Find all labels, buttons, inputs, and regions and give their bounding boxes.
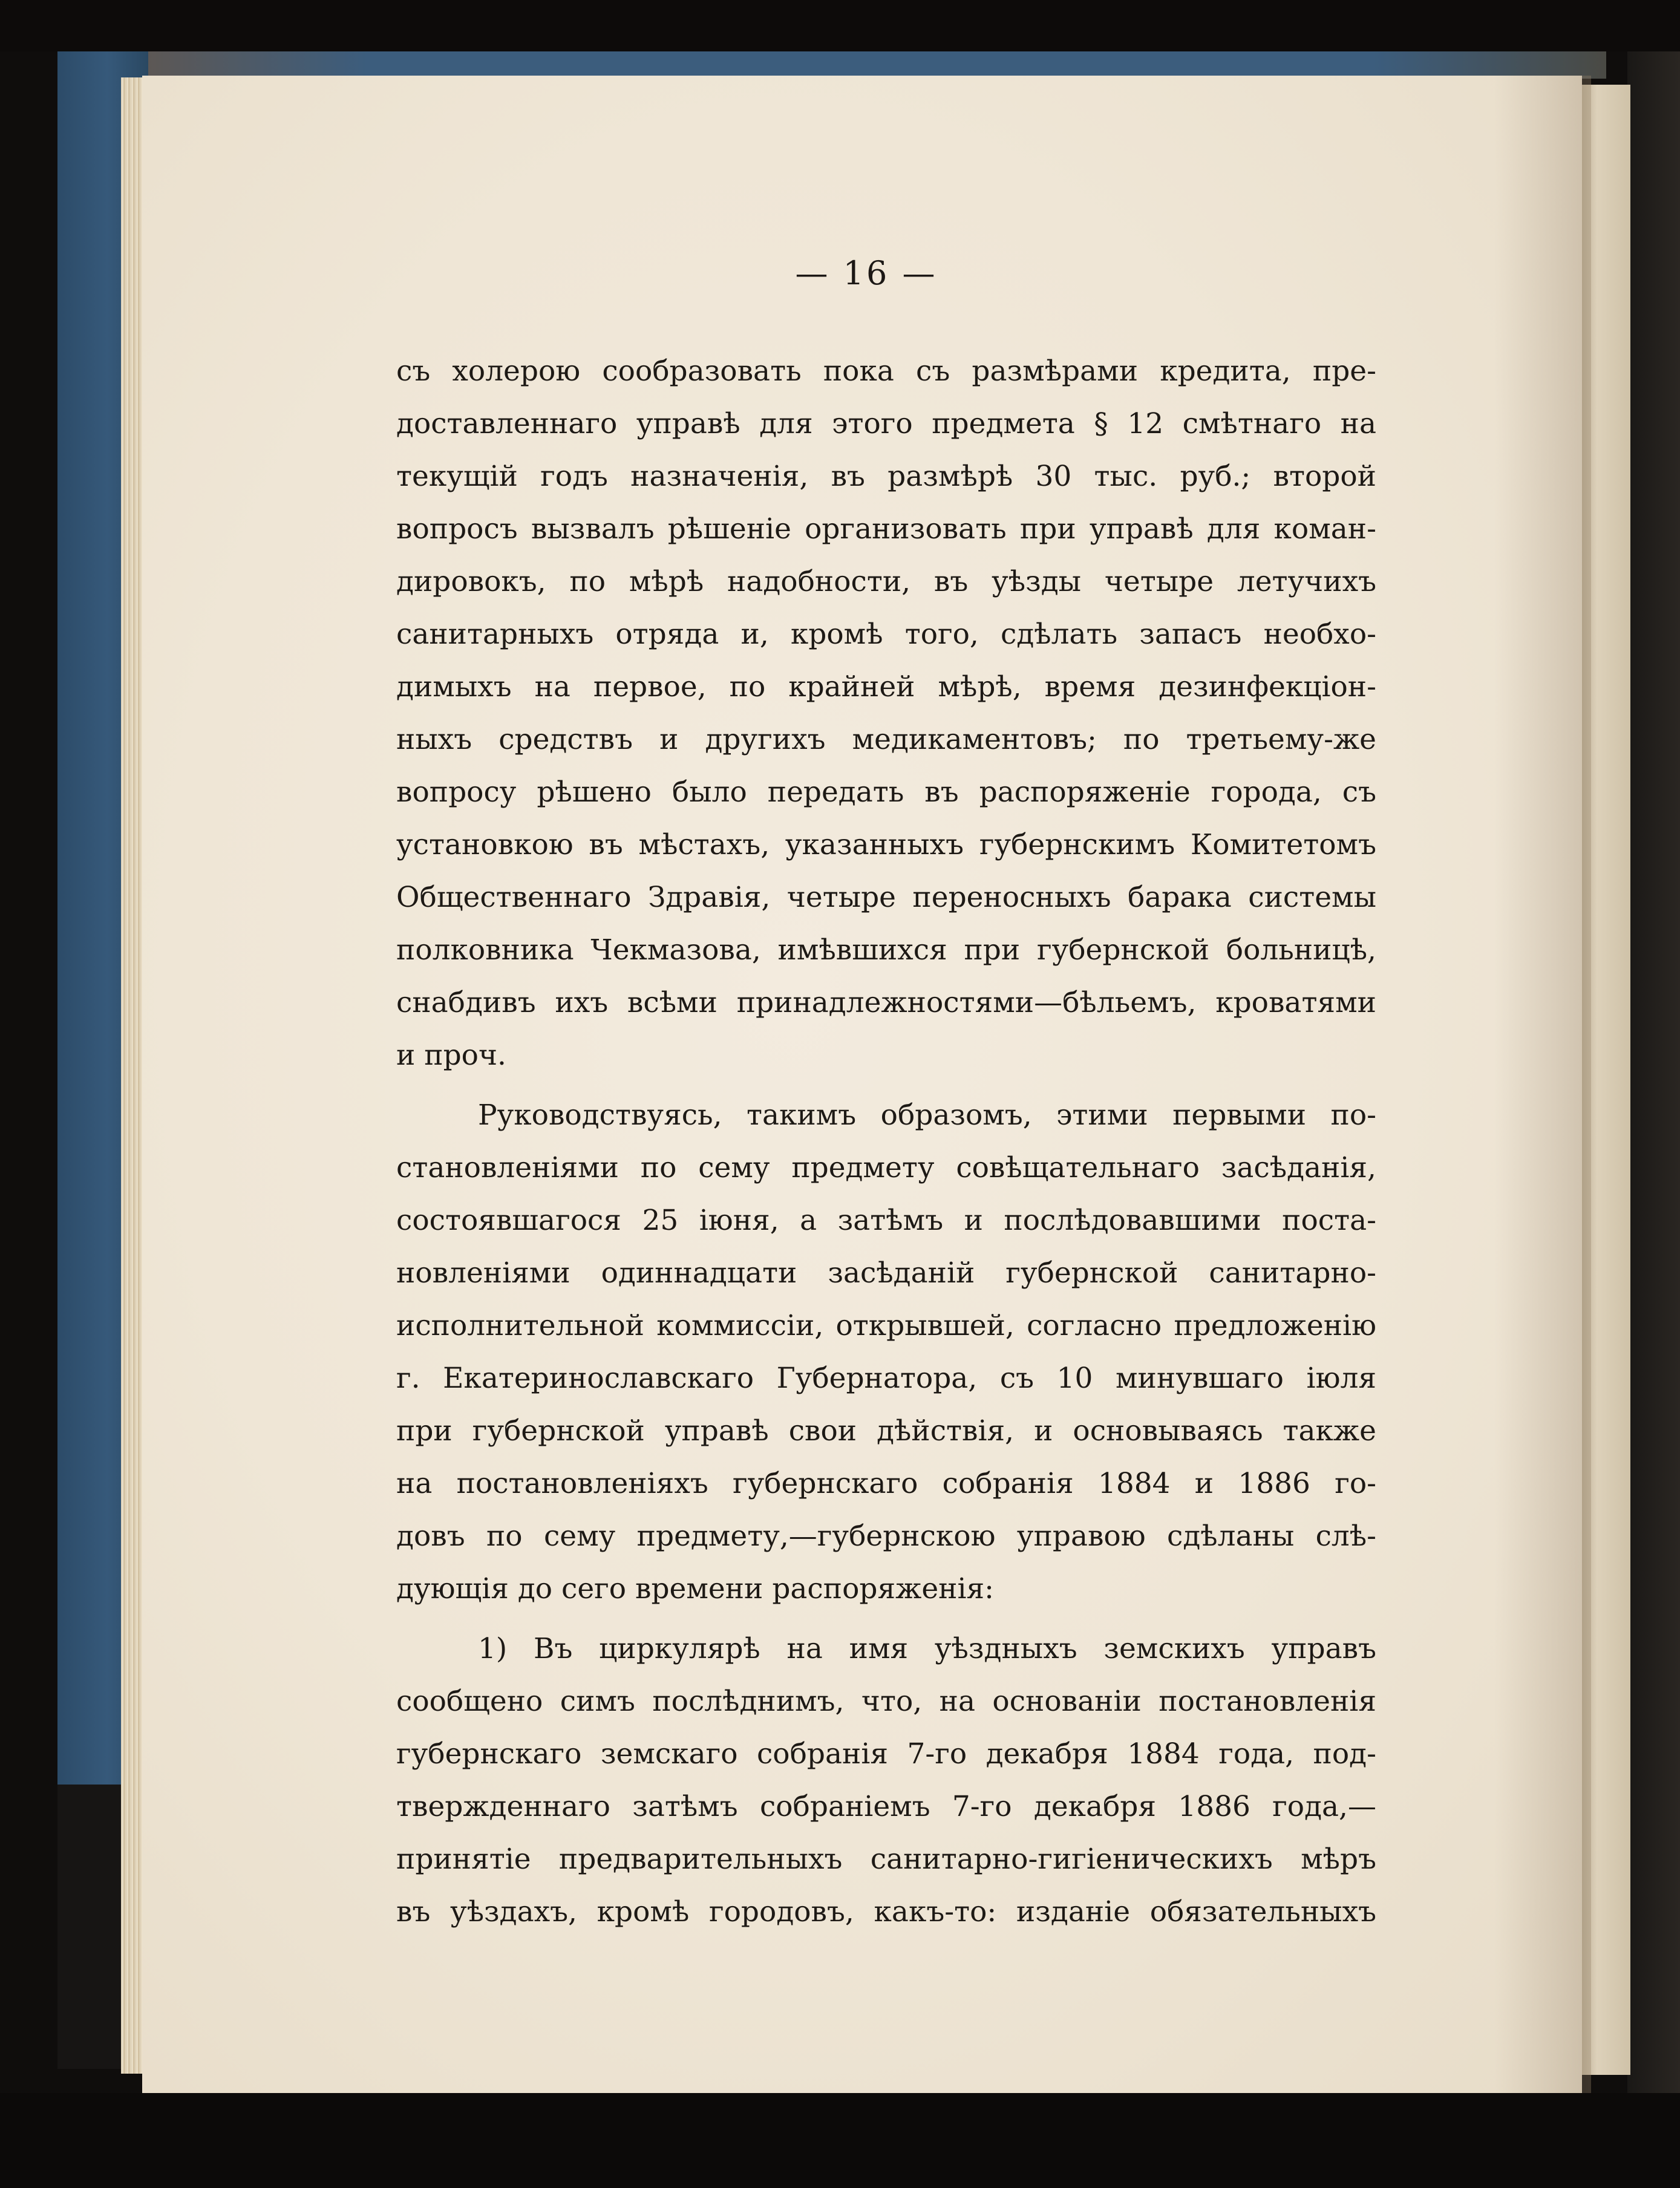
text-line: состоявшагося 25 іюня, а затѣмъ и послѣдовавшими поста- — [396, 1204, 1376, 1237]
text-line: при губернской управѣ свои дѣйствія, и основываясь также — [396, 1414, 1376, 1448]
text-line: санитарныхъ отряда и, кромѣ того, сдѣлать запасъ необхо- — [396, 618, 1376, 651]
text-line: Общественнаго Здравія, четыре переносныхъ барака системы — [396, 881, 1376, 914]
text-line: принятіе предварительныхъ санитарно-гигіеническихъ мѣръ — [396, 1843, 1376, 1876]
text-line: дующія до сего времени распоряженія: — [396, 1572, 995, 1605]
text-line: на постановленіяхъ губернскаго собранія 1884 и 1886 го- — [396, 1467, 1376, 1500]
text-line: Руководствуясь, такимъ образомъ, этими первыми по- — [478, 1099, 1376, 1132]
cover-bottom-edge — [0, 2093, 1680, 2188]
page-body — [396, 345, 1376, 1938]
text-line: текущій годъ назначенія, въ размѣрѣ 30 тыс. руб.; второй — [396, 460, 1376, 493]
text-line: снабдивъ ихъ всѣми принадлежностями—бѣльемъ, кроватями — [396, 986, 1376, 1019]
page-number: — 16 — — [795, 254, 938, 292]
text-line: доставленнаго управѣ для этого предмета § 12 смѣтнаго на — [396, 407, 1376, 440]
text-line: установкою въ мѣстахъ, указанныхъ губернскимъ Комитетомъ — [396, 828, 1376, 861]
text-line: дировокъ, по мѣрѣ надобности, въ уѣзды четыре летучихъ — [396, 565, 1376, 598]
text-line: г. Екатеринославскаго Губернатора, съ 10 минувшаго іюля — [396, 1362, 1376, 1395]
text-line: съ холерою сообразовать пока съ размѣрами кредита, пре- — [396, 354, 1376, 388]
text-line: димыхъ на первое, по крайней мѣрѣ, время дезинфекціон- — [396, 670, 1376, 704]
gutter-shadow — [1494, 76, 1591, 2093]
text-line: полковника Чекмазова, имѣвшихся при губернской больницѣ, — [396, 933, 1376, 967]
text-line: губернскаго земскаго собранія 7-го декабря 1884 года, под- — [396, 1737, 1376, 1771]
cover-board-right — [1627, 51, 1680, 2120]
paragraph-3 — [396, 1622, 1376, 1938]
text-line: довъ по сему предмету,—губернскою управою сдѣланы слѣ- — [396, 1520, 1376, 1553]
text-line: вопросу рѣшено было передать въ распоряженіе города, съ — [396, 776, 1376, 809]
paragraph-1 — [396, 345, 1376, 1082]
text-line: сообщено симъ послѣднимъ, что, на основаніи постановленія — [396, 1685, 1376, 1718]
cover-leather-corner — [57, 1785, 130, 2069]
text-line: въ уѣздахъ, кромѣ городовъ, какъ-то: изданіе обязательныхъ — [396, 1895, 1376, 1928]
cover-top-edge — [0, 0, 1680, 51]
paragraph-2 — [396, 1089, 1376, 1615]
text-line: 1) Въ циркулярѣ на имя уѣздныхъ земскихъ управъ — [478, 1632, 1376, 1665]
text-line: твержденнаго затѣмъ собраніемъ 7-го декабря 1886 года,— — [396, 1790, 1376, 1823]
text-line: ныхъ средствъ и другихъ медикаментовъ; по третьему-же — [396, 723, 1376, 756]
text-line: и проч. — [396, 1039, 506, 1072]
text-line: новленіями одиннадцати засѣданій губернской санитарно- — [396, 1256, 1376, 1290]
text-line: вопросъ вызвалъ рѣшеніе организовать при управѣ для коман- — [396, 512, 1376, 546]
text-line: исполнительной коммиссіи, открывшей, согласно предложенію — [396, 1309, 1376, 1342]
cover-board-top — [57, 51, 1606, 79]
text-line: становленіями по сему предмету совѣщательнаго засѣданія, — [396, 1151, 1376, 1184]
page-block-edges — [121, 77, 145, 2074]
